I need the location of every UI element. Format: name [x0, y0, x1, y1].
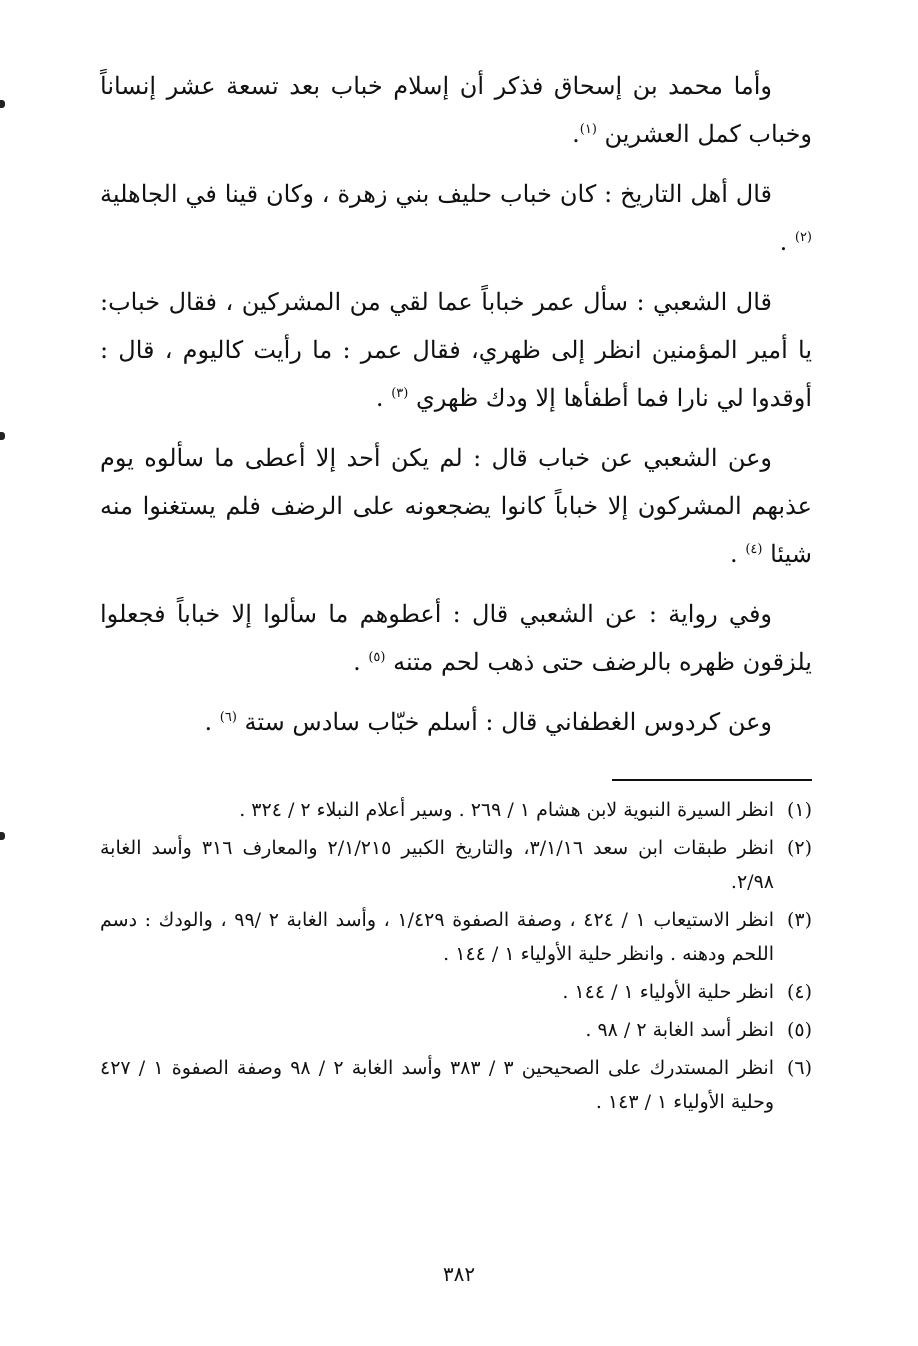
footnote-number: (٦)	[786, 1057, 812, 1079]
footnote-item	[100, 831, 812, 899]
margin-mark	[0, 832, 5, 840]
footnote-number: (٣)	[786, 909, 812, 931]
paragraph: وأما محمد بن إسحاق فذكر أن إسلام خباب بعد تسعة عشر إنساناً وخباب كمل العشرين $^{(١)}$.	[100, 72, 812, 148]
footnote-item	[100, 975, 812, 1009]
footnote-ref[interactable]: (٢)	[794, 230, 812, 245]
footnote-number: (١)	[786, 799, 812, 821]
footnote-number: (٢)	[786, 837, 812, 859]
footnote-text: انظر الاستيعاب ١ / ٤٢٤ ، وصفة الصفوة ١/٤٢٩ ، وأسد الغابة ٢ /٩٩ ، والودك : دسم اللحم ودهنه . وانظر حلية الأولياء ١ / ١٤٤ .	[100, 909, 774, 965]
footnote-item	[100, 903, 812, 971]
page-number: ٣٨٢	[442, 1262, 476, 1286]
footnote-ref[interactable]: (٤)	[745, 542, 763, 557]
footnote-number: (٤)	[786, 981, 812, 1003]
footnote-text: انظر طبقات ابن سعد ٣/١/١٦، والتاريخ الكبير ٢/١/٢١٥ والمعارف ٣١٦ وأسد الغابة ٢/٩٨.	[100, 837, 774, 893]
footnote-text: انظر أسد الغابة ٢ / ٩٨ .	[585, 1019, 774, 1041]
paragraph: وعن الشعبي عن خباب قال : لم يكن أحد إلا أعطى ما سألوه يوم عذبهم المشركون إلا خباباً كانوا يضجعونه على الرضف فلم يستغنوا منه شيئا $^{(٤)}$ .	[100, 444, 812, 568]
margin-mark	[0, 432, 5, 440]
paragraph: وعن كردوس الغطفاني قال : أسلم خبّاب سادس ستة $^{(٦)}$ .	[204, 708, 772, 736]
footnote-separator	[612, 779, 812, 781]
footnote-number: (٥)	[786, 1019, 812, 1041]
paragraph: قال الشعبي : سأل عمر خباباً عما لقي من المشركين ، فقال خباب: يا أمير المؤمنين انظر إلى ظهري، فقال عمر : ما رأيت كاليوم ، قال : أوقدوا لي نارا فما أطفأها إلا ودك ظهري $^{(٣)}$ .	[100, 288, 812, 412]
main-text	[100, 62, 812, 758]
footnote-text: انظر حلية الأولياء ١ / ١٤٤ .	[562, 981, 774, 1003]
footnote-item	[100, 793, 812, 827]
paragraph: وفي رواية : عن الشعبي قال : أعطوهم ما سألوا إلا خباباً فجعلوا يلزقون ظهره بالرضف حتى ذهب لحم متنه $^{(٥)}$ .	[100, 600, 812, 676]
footnote-ref[interactable]: (١)	[579, 122, 597, 137]
paragraph: قال أهل التاريخ : كان خباب حليف بني زهرة ، وكان قينا في الجاهلية $^{(٢)}$ .	[100, 180, 812, 256]
footnote-ref[interactable]: (٣)	[391, 386, 409, 401]
footnote-text: انظر المستدرك على الصحيحين ٣ / ٣٨٣ وأسد الغابة ٢ / ٩٨ وصفة الصفوة ١ / ٤٢٧ وحلية الأولياء ١ / ١٤٣ .	[100, 1057, 775, 1113]
footnotes	[100, 793, 812, 1123]
footnote-text: انظر السيرة النبوية لابن هشام ١ / ٢٦٩ . وسير أعلام النبلاء ٢ / ٣٢٤ .	[239, 799, 774, 821]
footnote-item	[100, 1051, 812, 1119]
footnote-ref[interactable]: (٦)	[219, 710, 237, 725]
margin-mark	[0, 100, 5, 108]
footnote-item	[100, 1013, 812, 1047]
footnote-ref[interactable]: (٥)	[368, 650, 386, 665]
